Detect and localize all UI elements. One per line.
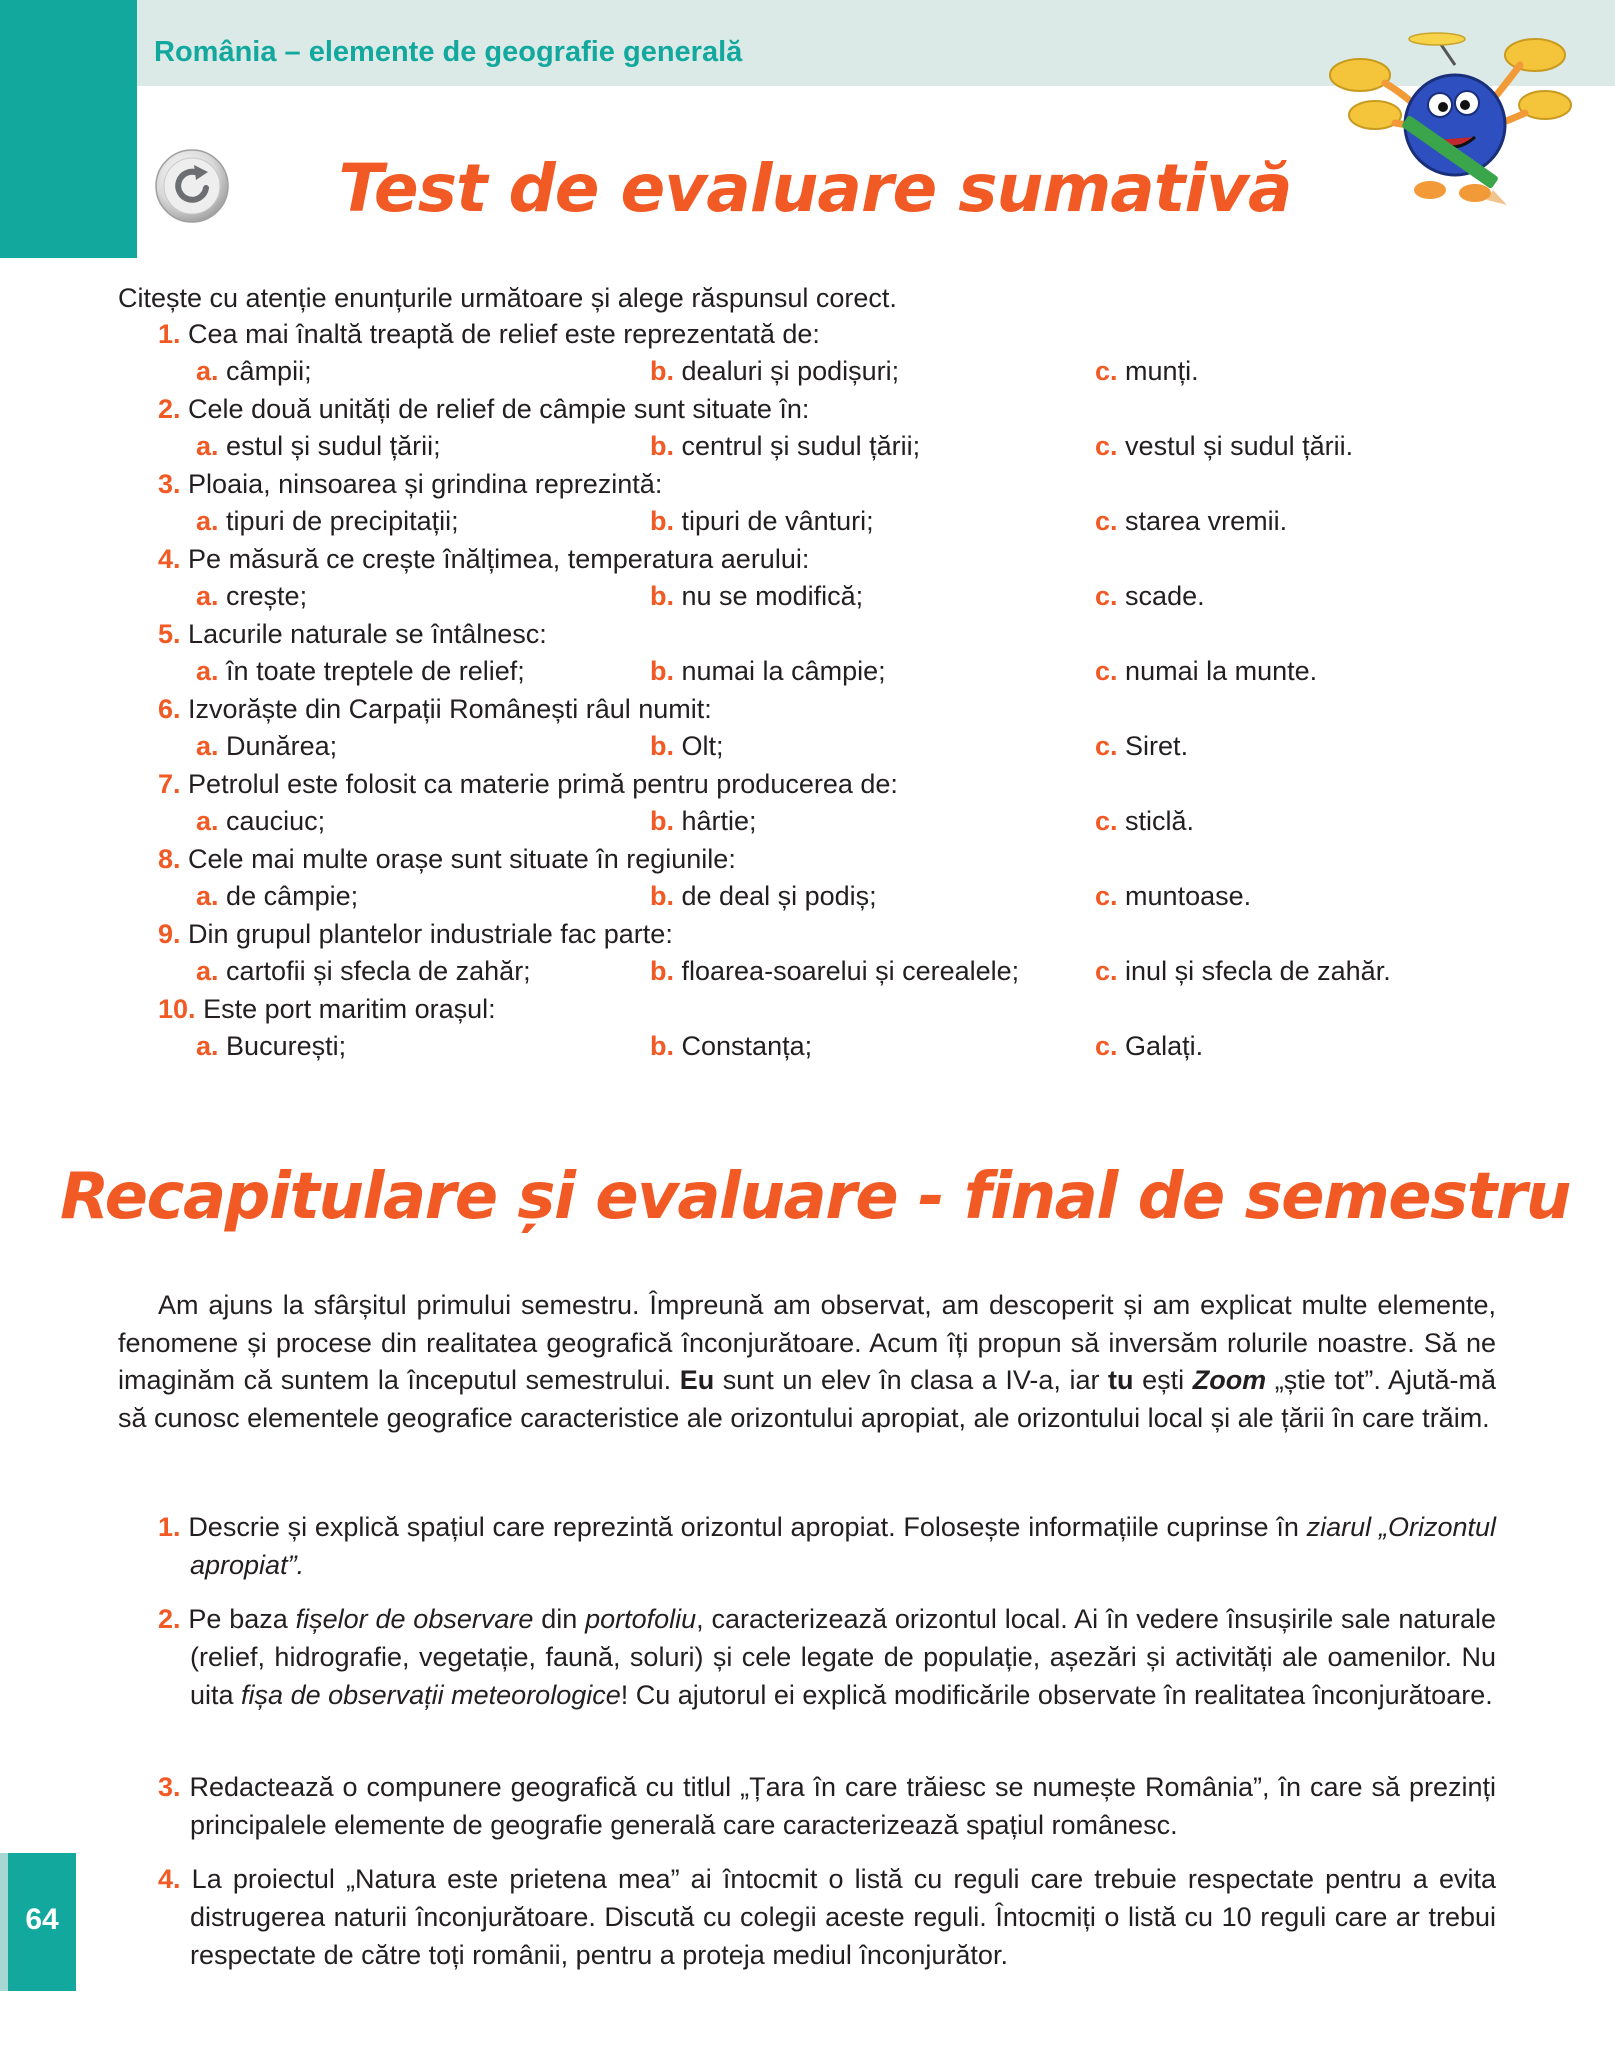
answer-option-b[interactable]: b. numai la câmpie;: [650, 656, 886, 686]
answer-option-b[interactable]: b. floarea-soarelui și cerealele;: [650, 956, 1020, 986]
question: 4. Pe măsură ce crește înălțimea, temperatura aerului:: [158, 544, 810, 574]
answer-option-b[interactable]: b. de deal și podiș;: [650, 881, 877, 911]
answer-option-b[interactable]: b. tipuri de vânturi;: [650, 506, 874, 536]
answer-option-b[interactable]: b. Constanța;: [650, 1031, 813, 1061]
test-title: Test de evaluare sumativă: [338, 150, 1292, 227]
question: 5. Lacurile naturale se întâlnesc:: [158, 619, 547, 649]
question: 10. Este port maritim orașul:: [158, 994, 496, 1024]
test-instruction: Citește cu atenție enunțurile următoare și alege răspunsul corect.: [118, 283, 897, 313]
answer-option-a[interactable]: a. Dunărea;: [196, 731, 338, 761]
answer-option-a[interactable]: a. București;: [196, 1031, 347, 1061]
answer-option-b[interactable]: b. nu se modifică;: [650, 581, 864, 611]
answer-option-c[interactable]: c. sticlă.: [1095, 806, 1195, 836]
question: 7. Petrolul este folosit ca materie primă pentru producerea de:: [158, 769, 898, 799]
answer-option-c[interactable]: c. starea vremii.: [1095, 506, 1288, 536]
answer-option-b[interactable]: b. dealuri și podișuri;: [650, 356, 900, 386]
answer-option-a[interactable]: a. tipuri de precipitații;: [196, 506, 459, 536]
answer-option-c[interactable]: c. muntoase.: [1095, 881, 1252, 911]
recap-title: Recapitulare și evaluare - final de semestru: [60, 1160, 1570, 1234]
question: 3. Ploaia, ninsoarea și grindina reprezintă:: [158, 469, 663, 499]
answer-option-b[interactable]: b. Olt;: [650, 731, 724, 761]
answer-option-a[interactable]: a. de câmpie;: [196, 881, 359, 911]
answer-option-c[interactable]: c. vestul și sudul țării.: [1095, 431, 1354, 461]
task-item: 4. La proiectul „Natura este prietena mea” ai întocmit o listă cu reguli care trebuie respectate pentru a evita distrugerea naturii înconjurătoare. Discută cu colegii aceste reguli. Întocmiți o listă cu 10 reguli care ar trebui respectate de către toți românii, pentru a proteja mediul înconjurător.: [158, 1864, 1496, 1970]
answer-option-b[interactable]: b. centrul și sudul țării;: [650, 431, 921, 461]
recap-intro: Am ajuns la sfârșitul primului semestru. Împreună am observat, am descoperit și am explicat multe elemente, fenomene și procese din realitatea geografică înconjurătoare. Acum îți propun să inversăm rolurile noastre. Să ne imaginăm că suntem la începutul semestrului. Eu sunt un elev în clasa a IV-a, iar tu ești Zoom „știe tot”. Ajută-mă să cunosc elementele geografice caracteristice ale orizontului apropiat, ale orizontului local și ale țării în care trăim.: [118, 1290, 1496, 1433]
answer-option-c[interactable]: c. Galați.: [1095, 1031, 1204, 1061]
answer-option-c[interactable]: c. Siret.: [1095, 731, 1189, 761]
answer-option-b[interactable]: b. hârtie;: [650, 806, 757, 836]
answer-option-a[interactable]: a. crește;: [196, 581, 308, 611]
answer-option-a[interactable]: a. cartofii și sfecla de zahăr;: [196, 956, 531, 986]
answer-option-a[interactable]: a. cauciuc;: [196, 806, 326, 836]
question: 1. Cea mai înaltă treaptă de relief este reprezentată de:: [158, 319, 820, 349]
task-item: 2. Pe baza fișelor de observare din portofoliu, caracterizează orizontul local. Ai în vedere însușirile sale naturale (relief, hidrografie, vegetație, faună, soluri) și cele legate de populație, așezări și activități ale oamenilor. Nu uita fișa de observații meteorologice! Cu ajutorul ei explică modificările observate în realitatea înconjurătoare.: [158, 1604, 1496, 1710]
page-number: 64: [25, 1903, 59, 1936]
question: 2. Cele două unități de relief de câmpie sunt situate în:: [158, 394, 810, 424]
task-item: 3. Redactează o compunere geografică cu titlul „Țara în care trăiesc se numește România”, în care să prezinți principalele elemente de geografie generală care caracterizează spațiul românesc.: [158, 1772, 1496, 1840]
answer-option-a[interactable]: a. estul și sudul țării;: [196, 431, 441, 461]
answer-option-c[interactable]: c. inul și sfecla de zahăr.: [1095, 956, 1391, 986]
answer-option-a[interactable]: a. în toate treptele de relief;: [196, 656, 525, 686]
question: 8. Cele mai multe orașe sunt situate în regiunile:: [158, 844, 736, 874]
question: 9. Din grupul plantelor industriale fac parte:: [158, 919, 673, 949]
question: 6. Izvorăște din Carpații Românești râul numit:: [158, 694, 712, 724]
answer-option-c[interactable]: c. munți.: [1095, 356, 1199, 386]
chapter-title: România – elemente de geografie generală: [154, 36, 743, 68]
answer-option-c[interactable]: c. numai la munte.: [1095, 656, 1318, 686]
task-item: 1. Descrie și explică spațiul care reprezintă orizontul apropiat. Folosește informațiile cuprinse în ziarul „Orizontul apropiat”.: [158, 1512, 1496, 1580]
answer-option-c[interactable]: c. scade.: [1095, 581, 1205, 611]
answer-option-a[interactable]: a. câmpii;: [196, 356, 312, 386]
